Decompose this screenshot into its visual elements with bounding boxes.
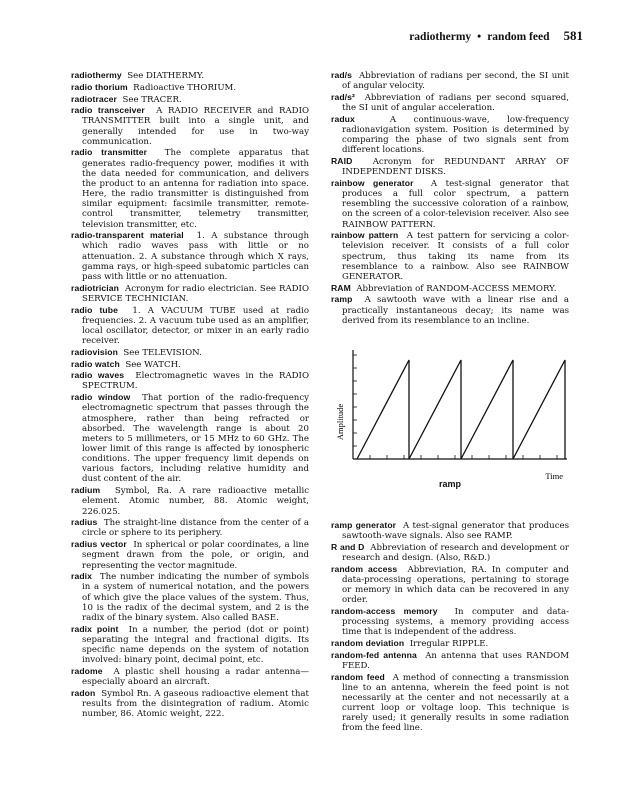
entry-definition: See TRACER.	[122, 94, 182, 105]
ramp-figure	[331, 342, 569, 498]
entry-headword: radio thorium	[71, 81, 128, 92]
entry-headword: radio-transparent material	[71, 230, 184, 241]
entry-definition: Acronym for radio electrician. See RADIO SERVICE TECHNICIAN.	[82, 283, 309, 304]
entry-headword: RAID	[331, 156, 353, 167]
header-bullet: •	[477, 31, 482, 43]
right-column-bottom-entries	[331, 520, 569, 734]
entry-definition: Acronym for REDUNDANT ARRAY OF INDEPENDENT DISKS.	[342, 157, 569, 178]
dictionary-entry	[331, 606, 569, 637]
dictionary-entry	[71, 70, 309, 81]
dictionary-entry	[331, 156, 569, 177]
entry-definition: The straight-line distance from the center of a circle or sphere to its periphery.	[82, 518, 310, 539]
entry-definition: A continuous-wave, low-frequency radionavigation system. Position is determined by comparing the phase of two signals sent from different locations.	[342, 114, 569, 156]
entry-headword: radio tube	[71, 304, 119, 315]
y-axis-label: Amplitude	[335, 403, 345, 441]
entry-headword: RAM	[331, 282, 351, 293]
entry-definition: See DIATHERMY.	[127, 71, 205, 81]
entry-definition: A sawtooth wave with a linear rise and a practically instantaneous decay; its name was derived from its resemblance to an incline.	[342, 295, 569, 326]
left-column	[71, 70, 309, 720]
dictionary-entry	[71, 105, 309, 147]
x-axis-label: Time	[545, 470, 563, 481]
entry-definition: Abbreviation of research and development or research and design. (Also, R&D.)	[342, 542, 569, 563]
dictionary-entry	[71, 571, 309, 623]
entry-headword: ramp generator	[331, 519, 397, 530]
entry-definition: Electromagnetic waves in the RADIO SPECTRUM.	[82, 371, 309, 392]
ramp-chart	[331, 342, 569, 498]
dictionary-entry	[331, 672, 569, 734]
entry-headword: random-access memory	[331, 605, 438, 616]
sawtooth-line	[357, 360, 565, 459]
dictionary-entry	[71, 666, 309, 687]
dictionary-entry	[71, 283, 309, 304]
dictionary-entry	[71, 359, 309, 370]
entry-definition: Abbreviation, RA. In computer and data-processing operations, pertaining to storage or memory in which data can be recovered in any order.	[342, 564, 569, 606]
entry-headword: ramp	[331, 294, 353, 305]
dictionary-entry	[71, 392, 309, 484]
entry-definition: A test-signal generator that produces sawtooth-wave signals. Also see RAMP.	[342, 520, 569, 542]
dictionary-entry	[71, 230, 309, 282]
dictionary-entry	[71, 94, 309, 105]
entry-headword: radix point	[71, 623, 119, 634]
dictionary-entry	[71, 370, 309, 391]
entry-headword: radio transmitter	[71, 147, 148, 158]
entry-definition: An antenna that uses RANDOM FEED.	[342, 650, 569, 671]
entry-headword: rainbow pattern	[331, 230, 399, 241]
entry-headword: random-fed antenna	[331, 649, 417, 660]
entry-headword: radius	[71, 517, 98, 528]
figure-caption: ramp	[438, 478, 461, 489]
entry-definition: The complete apparatus that generates radio-frequency power, modifies it with the data needed for communication, and delivers the product to an antenna for radiation into space. Here, the radio transmitter is distinguished from similar equipment: facsimile transmitter, remote-control transmitter, telemetry transmitter, television transmitter, etc.	[82, 148, 309, 230]
entry-headword: radix	[71, 571, 93, 582]
dictionary-entry	[71, 485, 309, 516]
header-last-term: random feed	[487, 31, 550, 43]
dictionary-entry	[331, 178, 569, 230]
entry-headword: radio waves	[71, 370, 125, 381]
dictionary-entry	[331, 520, 569, 541]
entry-headword: random deviation	[331, 638, 405, 648]
dictionary-entry	[71, 517, 309, 538]
entry-definition: Abbreviation of RANDOM-ACCESS MEMORY.	[356, 283, 557, 294]
dictionary-entry	[331, 114, 569, 156]
entry-headword: rad/s	[331, 70, 353, 80]
dictionary-entry	[331, 564, 569, 606]
entry-definition: In a number, the period (dot or point) separating the integral and fractional digits. Its specific name depends on the system of notation involved: binary point, decimal point, etc.	[82, 624, 309, 666]
page-number: 581	[563, 28, 583, 43]
entry-definition: Abbreviation of radians per second squared, the SI unit of angular acceleration.	[342, 92, 569, 114]
dictionary-entry	[71, 147, 309, 229]
dictionary-entry	[71, 347, 309, 358]
entry-headword: radux	[331, 113, 355, 124]
entry-headword: rainbow generator	[331, 177, 414, 188]
entry-definition: A test pattern for servicing a color-television receiver. It consists of a full color spectrum, thus taking its name from its resemblance to a rainbow. Also see RAINBOW GENERATOR.	[342, 231, 569, 282]
dictionary-entry	[331, 283, 569, 294]
entry-headword: rad/s²	[331, 91, 356, 102]
entry-headword: radiotracer	[71, 93, 117, 104]
entry-definition: 1. A VACUUM TUBE used at radio frequencies. 2. A vacuum tube used as an amplifier, local oscillator, detector, or mixer in an early radio receiver.	[82, 305, 309, 347]
entry-definition: In spherical or polar coordinates, a line segment drawn from the pole, or origin, and representing the vector magnitude.	[82, 540, 309, 571]
entry-headword: radiotrician	[71, 282, 119, 293]
entry-definition: A method of connecting a transmission line to an antenna, wherein the feed point is not necessarily at the center and not necessarily at a current loop or voltage loop. This technique is rarely used; it generally results in some radiation from the feed line.	[342, 672, 569, 734]
entry-headword: radome	[71, 665, 103, 676]
right-column	[331, 70, 569, 734]
dictionary-entry	[71, 305, 309, 347]
entry-headword: radio window	[71, 392, 131, 403]
dictionary-entry	[331, 92, 569, 113]
dictionary-entry	[71, 539, 309, 570]
dictionary-entry	[331, 230, 569, 282]
entry-definition: Irregular RIPPLE.	[409, 639, 489, 649]
entry-headword: radon	[71, 687, 96, 698]
entry-definition: See WATCH.	[125, 359, 181, 370]
entry-definition: The number indicating the number of symbols in a system of numerical notation, and the powers of which give the place values of the system. Thus, 10 is the radix of the decimal system, and 2 is the radix of the binary system. Also called BASE.	[82, 572, 310, 623]
entry-definition: Symbol Rn. A gaseous radioactive element that results from the disintegration of radium. Atomic number, 86. Atomic weight, 222.	[82, 688, 309, 720]
dictionary-entry	[71, 624, 309, 666]
dictionary-entry	[331, 70, 569, 91]
entry-headword: R and D	[331, 541, 365, 552]
header-first-term: radiothermy	[409, 31, 472, 43]
entry-definition: Symbol, Ra. A rare radioactive metallic element. Atomic number, 88. Atomic weight, 226.025.	[82, 486, 310, 517]
dictionary-entry	[71, 82, 309, 93]
entry-headword: radio transceiver	[71, 105, 145, 116]
entry-headword: radiovision	[71, 346, 118, 357]
entry-definition: Abbreviation of radians per second, the SI unit of angular velocity.	[342, 71, 569, 92]
entry-headword: radiothermy	[71, 70, 122, 80]
entry-headword: random feed	[331, 671, 385, 682]
entry-definition: Radioactive THORIUM.	[133, 82, 237, 93]
dictionary-entry	[331, 542, 569, 563]
entry-definition: 1. A substance through which radio waves pass with little or no attenuation. 2. A substance through which X rays, gamma rays, or high-speed subatomic particles can pass with little or no attenuation.	[82, 231, 310, 282]
running-header	[409, 28, 583, 44]
entry-definition: A test-signal generator that produces a full color spectrum, a pattern resembling the successive coloration of a rainbow, on the screen of a color-television receiver. Also see RAINBOW PATTERN.	[342, 178, 569, 230]
entry-headword: random access	[331, 563, 398, 574]
dictionary-entry	[331, 650, 569, 671]
entry-definition: A RADIO RECEIVER and RADIO TRANSMITTER built into a single unit, and generally intended for use in two-way communication.	[82, 106, 310, 147]
entry-headword: radium	[71, 485, 101, 496]
right-column-top-entries	[331, 70, 569, 326]
sawtooth-wave	[357, 360, 565, 459]
entry-definition: In computer and data-processing systems, a memory providing access time that is independent of the address.	[342, 606, 570, 638]
entry-definition: That portion of the radio-frequency electromagnetic spectrum that passes through the atmosphere, rather than being refracted or absorbed. The wavelength range is about 20 meters to 5 millimeters, or 15 MHz to 60 GHz. The lower limit of this range is affected by ionospheric conditions. The upper frequency limit depends on various factors, including relative humidity and dust content of the air.	[82, 393, 309, 485]
entry-headword: radius vector	[71, 539, 127, 550]
dictionary-entry	[71, 688, 309, 719]
dictionary-entry	[331, 294, 569, 325]
dictionary-entry	[331, 638, 569, 649]
entry-definition: A plastic shell housing a radar antenna—especially aboard an aircraft.	[82, 666, 309, 687]
entry-definition: See TELEVISION.	[123, 347, 202, 358]
entry-headword: radio watch	[71, 358, 120, 369]
